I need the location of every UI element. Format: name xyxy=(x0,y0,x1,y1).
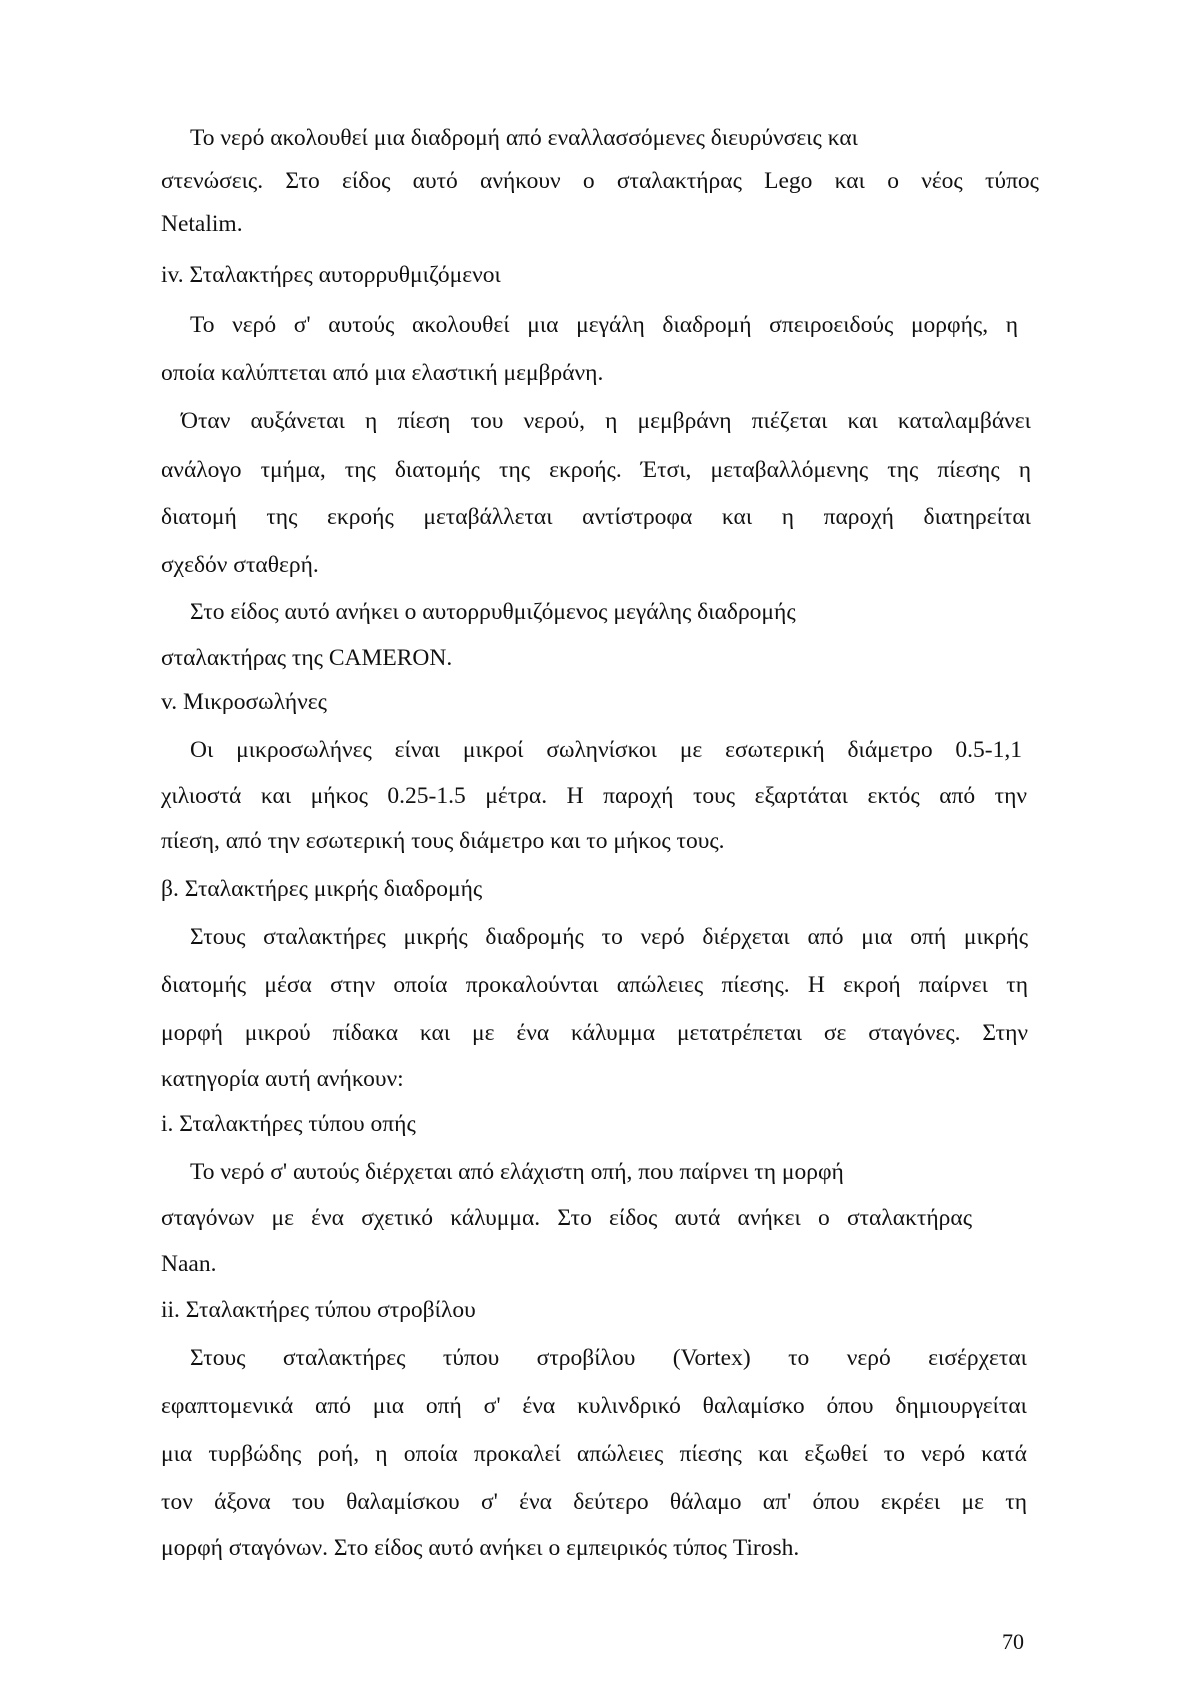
body-text-line: οποία καλύπτεται από μια ελαστική μεμβράνη. xyxy=(161,360,604,386)
body-text-line: Οι μικροσωλήνες είναι μικροί σωληνίσκοι με εσωτερική διάμετρο 0.5-1,1 xyxy=(190,737,1022,763)
body-text-line: διατομή της εκροής μεταβάλλεται αντίστροφα και η παροχή διατηρείται xyxy=(161,504,1031,530)
section-heading: v. Μικροσωλήνες xyxy=(161,689,327,715)
body-text-line: Naan. xyxy=(161,1251,217,1277)
body-text-line: πίεση, από την εσωτερική τους διάμετρο και το μήκος τους. xyxy=(161,828,725,854)
body-text-line: ανάλογο τμήμα, της διατομής της εκροής. Έτσι, μεταβαλλόμενης της πίεσης η xyxy=(161,457,1031,483)
body-text-line: στενώσεις. Στο είδος αυτό ανήκουν ο σταλακτήρας Lego και ο νέος τύπος xyxy=(161,168,1039,194)
body-text-line: Όταν αυξάνεται η πίεση του νερού, η μεμβράνη πιέζεται και καταλαμβάνει xyxy=(181,408,1031,434)
body-text-line: Το νερό σ' αυτούς διέρχεται από ελάχιστη οπή, που παίρνει τη μορφή xyxy=(190,1159,844,1185)
body-text-line: Στους σταλακτήρες τύπου στροβίλου (Vortex) το νερό εισέρχεται xyxy=(190,1345,1027,1371)
body-text-line: διατομής μέσα στην οποία προκαλούνται απώλειες πίεσης. Η εκροή παίρνει τη xyxy=(161,972,1028,998)
body-text-line: Στους σταλακτήρες μικρής διαδρομής το νερό διέρχεται από μια οπή μικρής xyxy=(190,924,1028,950)
body-text-line: σταγόνων με ένα σχετικό κάλυμμα. Στο είδος αυτά ανήκει ο σταλακτήρας xyxy=(161,1205,972,1231)
page-number: 70 xyxy=(1002,1629,1024,1654)
body-text-line: χιλιοστά και μήκος 0.25-1.5 μέτρα. Η παροχή τους εξαρτάται εκτός από την xyxy=(161,783,1027,809)
body-text-line: σχεδόν σταθερή. xyxy=(161,552,319,578)
body-text-line: μορφή μικρού πίδακα και με ένα κάλυμμα μετατρέπεται σε σταγόνες. Στην xyxy=(161,1020,1028,1046)
section-heading: i. Σταλακτήρες τύπου οπής xyxy=(161,1111,416,1137)
body-text-line: σταλακτήρας της CAMERON. xyxy=(161,645,453,671)
body-text-line: Στο είδος αυτό ανήκει ο αυτορρυθμιζόμενος μεγάλης διαδρομής xyxy=(190,599,796,625)
section-heading: iv. Σταλακτήρες αυτορρυθμιζόμενοι xyxy=(161,262,501,288)
body-text-line: μορφή σταγόνων. Στο είδος αυτό ανήκει ο εμπειρικός τύπος Tirosh. xyxy=(161,1535,800,1561)
body-text-line: Netalim. xyxy=(161,211,243,237)
body-text-line: μια τυρβώδης ροή, η οποία προκαλεί απώλειες πίεσης και εξωθεί το νερό κατά xyxy=(161,1441,1027,1467)
body-text-line: Το νερό σ' αυτούς ακολουθεί μια μεγάλη διαδρομή σπειροειδούς μορφής, η xyxy=(190,312,1018,338)
section-heading: ii. Σταλακτήρες τύπου στροβίλου xyxy=(161,1297,476,1323)
body-text-line: κατηγορία αυτή ανήκουν: xyxy=(161,1066,404,1092)
body-text-line: εφαπτομενικά από μια οπή σ' ένα κυλινδρικό θαλαμίσκο όπου δημιουργείται xyxy=(161,1393,1027,1419)
body-text-line: τον άξονα του θαλαμίσκου σ' ένα δεύτερο θάλαμο απ' όπου εκρέει με τη xyxy=(161,1489,1027,1515)
body-text-line: Το νερό ακολουθεί μια διαδρομή από εναλλασσόμενες διευρύνσεις και xyxy=(190,125,858,151)
section-heading: β. Σταλακτήρες μικρής διαδρομής xyxy=(161,876,483,902)
